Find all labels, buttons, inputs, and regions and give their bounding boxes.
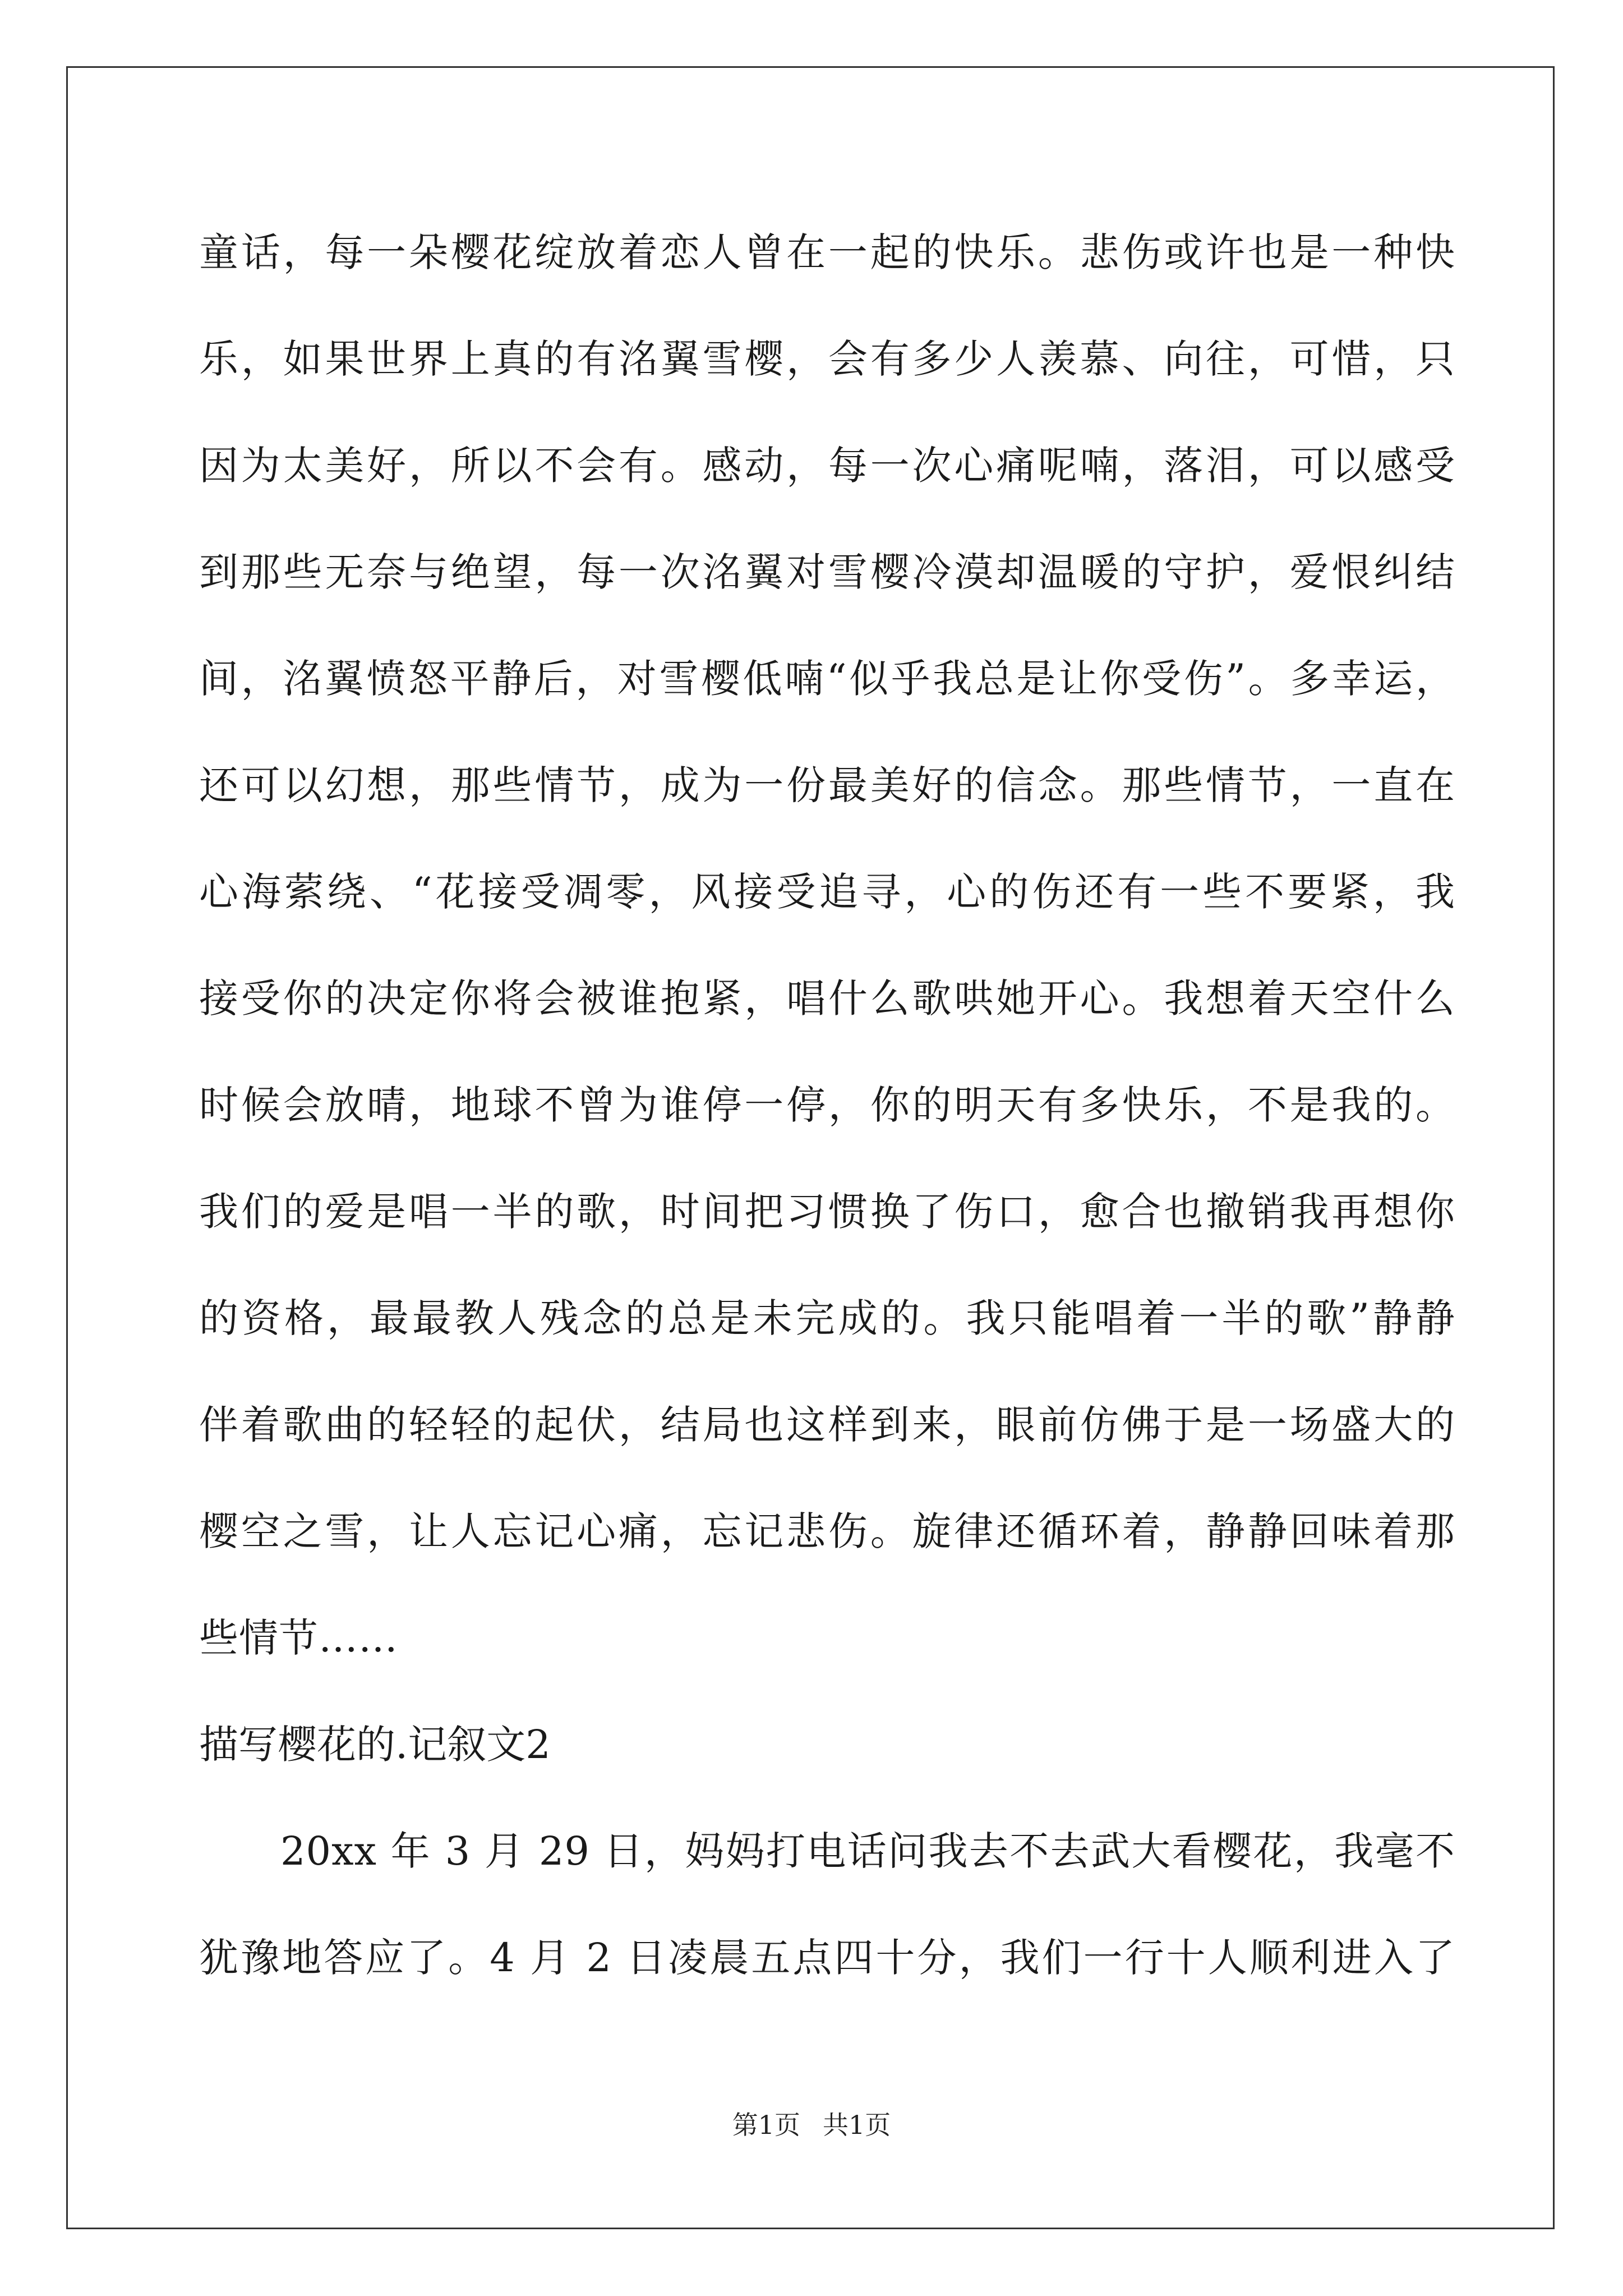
page-total: 共1页 [823,2110,891,2140]
body-line-7: 心海萦绕、“花接受凋零，风接受追寻，心的伤还有一些不要紧，我 [199,869,1455,915]
body-line-9: 时候会放晴，地球不曾为谁停一停，你的明天有多快乐，不是我的。 [199,1082,1455,1128]
body-line-12: 伴着歌曲的轻轻的起伏，结局也这样到来，眼前仿佛于是一场盛大的 [199,1402,1455,1448]
body-line-10: 我们的爱是唱一半的歌，时间把习惯换了伤口，愈合也撤销我再想你 [199,1189,1455,1235]
body-line-11: 的资格，最最教人残念的总是未完成的。我只能唱着一半的歌”静静 [199,1295,1455,1341]
document-body [199,199,1455,2011]
body-line-6: 还可以幻想，那些情节，成为一份最美好的信念。那些情节，一直在 [199,762,1455,808]
body-line-13: 樱空之雪，让人忘记心痛，忘记悲伤。旋律还循环着，静静回味着那 [199,1508,1455,1554]
body-line-1: 童话，每一朵樱花绽放着恋人曾在一起的快乐。悲伤或许也是一种快 [199,229,1455,275]
section-heading: 描写樱花的.记叙文2 [199,1722,551,1768]
body-line-8: 接受你的决定你将会被谁抱紧，唱什么歌哄她开心。我想着天空什么 [199,976,1455,1022]
body-line-3: 因为太美好，所以不会有。感动，每一次心痛呢喃，落泪，可以感受 [199,443,1455,489]
body-line-4: 到那些无奈与绝望，每一次洺翼对雪樱冷漠却温暖的守护，爱恨纠结 [199,549,1455,595]
page-footer [0,2108,1623,2142]
page-number: 第1页 [732,2110,800,2140]
section-line-1: 20xx 年 3 月 29 日，妈妈打电话问我去不去武大看樱花，我毫不 [280,1828,1455,1874]
body-line-2: 乐，如果世界上真的有洺翼雪樱，会有多少人羡慕、向往，可惜，只 [199,336,1455,382]
body-line-5: 间，洺翼愤怒平静后，对雪樱低喃“似乎我总是让你受伤”。多幸运， [199,656,1455,702]
section-line-2: 犹豫地答应了。4 月 2 日凌晨五点四十分，我们一行十人顺利进入了 [199,1935,1455,1981]
body-line-14: 些情节…… [199,1615,398,1661]
